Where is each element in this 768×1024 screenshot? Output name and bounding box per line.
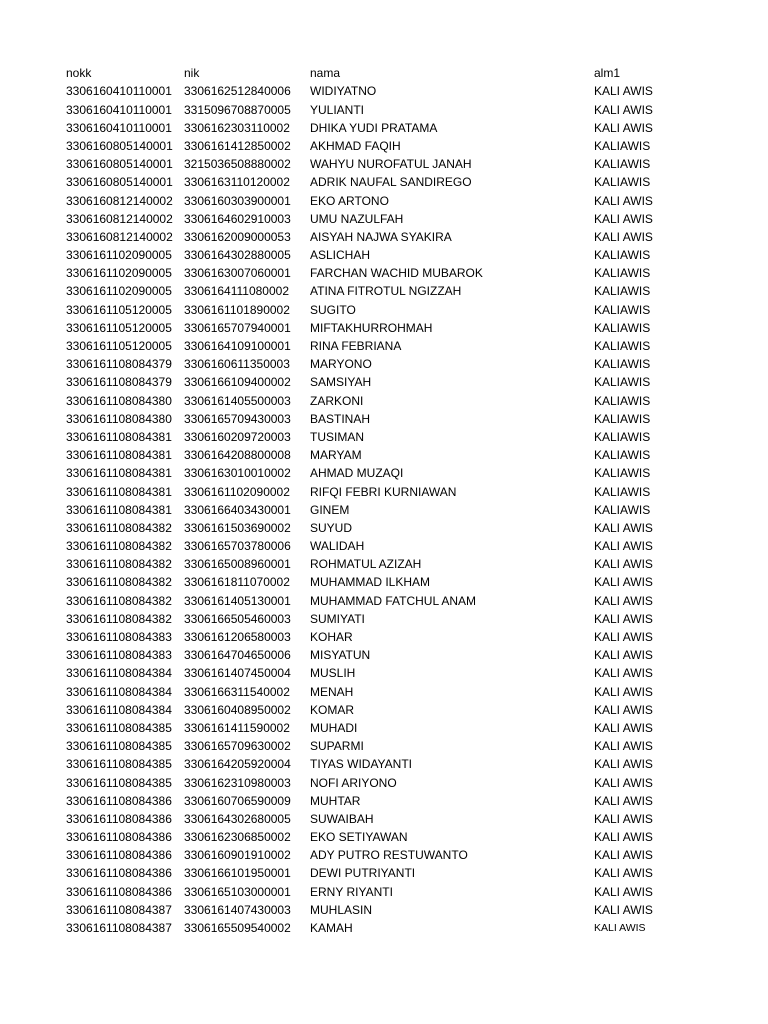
cell-nama: YULIANTI [310,102,365,117]
cell-nokk: 3306161108084383 [66,648,172,663]
table-row [66,82,706,100]
cell-nokk: 3306161108084382 [66,575,172,590]
cell-nama: ATINA FITROTUL NGIZZAH [310,284,462,299]
cell-nik: 3306164205920004 [184,757,291,772]
table-row [66,592,706,610]
cell-nokk: 3306161108084385 [66,720,172,735]
cell-nama: TIYAS WIDAYANTI [310,757,413,772]
cell-nik: 3306165707940001 [184,320,291,335]
cell-alm1: KALI AWIS [594,720,653,735]
cell-nokk: 3306160805140001 [66,175,173,190]
cell-nik: 3306161811070002 [184,575,290,590]
cell-nama: RINA FEBRIANA [310,339,402,354]
table-row [66,810,706,828]
cell-nokk: 3306161108084384 [66,666,172,681]
cell-alm1: KALI AWIS [594,866,653,881]
cell-nokk: 3306161108084383 [66,630,172,645]
table-row [66,355,706,373]
cell-nik: 3306161405130001 [184,593,291,608]
cell-alm1: KALI AWIS [594,630,653,645]
cell-alm1: KALIAWIS [594,138,651,153]
column-header-nokk: nokk [66,66,92,80]
cell-nokk: 3306161108084387 [66,902,172,917]
cell-nokk: 3306161108084381 [66,466,172,481]
cell-nokk: 3306160812140002 [66,193,173,208]
cell-nama: MUSLIH [310,666,356,681]
cell-nokk: 3306161108084382 [66,520,172,535]
cell-nokk: 3306161108084382 [66,557,172,572]
table-row [66,737,706,755]
table-row [66,101,706,119]
cell-nama: TUSIMAN [310,429,364,444]
cell-nama: WAHYU NUROFATUL JANAH [310,157,472,172]
cell-alm1: KALI AWIS [594,557,653,572]
cell-nik: 3306160901910002 [184,848,291,863]
table-row [66,210,706,228]
cell-nik: 3306161407430003 [184,902,291,917]
cell-alm1: KALIAWIS [594,320,651,335]
cell-nama: MARYONO [310,357,372,372]
cell-nokk: 3306161105120005 [66,302,172,317]
table-body [66,82,706,937]
cell-alm1: KALI AWIS [594,666,653,681]
cell-nama: WALIDAH [310,539,365,554]
table-row [66,246,706,264]
cell-nik: 3306163110120002 [184,175,290,190]
cell-nama: KOHAR [310,630,353,645]
table-row [66,828,706,846]
cell-nik: 3306164111080002 [184,284,289,299]
cell-nokk: 3306161108084381 [66,448,172,463]
cell-nik: 3306166101950001 [184,866,291,881]
cell-alm1: KALI AWIS [594,611,653,626]
cell-alm1: KALI AWIS [594,211,653,226]
cell-nik: 3306165008960001 [184,557,291,572]
cell-nama: SUPARMI [310,739,364,754]
cell-nik: 3306160408950002 [184,702,291,717]
cell-nama: SUYUD [310,520,353,535]
cell-nokk: 3306160805140001 [66,157,173,172]
table-row [66,192,706,210]
cell-nokk: 3306161108084386 [66,884,172,899]
table-row [66,792,706,810]
cell-alm1: KALI AWIS [594,775,653,790]
cell-nik: 3306165709430003 [184,411,291,426]
cell-nik: 3306164109100001 [184,339,291,354]
table-row [66,264,706,282]
cell-nik: 3306164208800008 [184,448,291,463]
cell-alm1: KALI AWIS [594,193,653,208]
table-row [66,683,706,701]
cell-nik: 3306166403430001 [184,502,291,517]
cell-nik: 3306164602910003 [184,211,291,226]
cell-alm1: KALI AWIS [594,848,653,863]
cell-alm1: KALIAWIS [594,375,651,390]
cell-nik: 3306164302880005 [184,248,291,263]
cell-alm1: KALIAWIS [594,448,651,463]
cell-nokk: 3306161108084379 [66,357,172,372]
cell-nama: NOFI ARIYONO [310,775,397,790]
cell-nama: MUHTAR [310,793,361,808]
cell-nama: ADY PUTRO RESTUWANTO [310,848,468,863]
cell-nik: 3306166505460003 [184,611,291,626]
cell-nama: ADRIK NAUFAL SANDIREGO [310,175,472,190]
cell-nama: SUWAIBAH [310,811,374,826]
cell-nik: 3306161102090002 [184,484,290,499]
cell-nama: DEWI PUTRIYANTI [310,866,416,881]
cell-alm1: KALIAWIS [594,175,651,190]
table-row [66,428,706,446]
cell-nokk: 3306161108084382 [66,611,172,626]
cell-alm1: KALIAWIS [594,393,651,408]
cell-nik: 3306161206580003 [184,630,291,645]
table-row [66,464,706,482]
cell-alm1: KALI AWIS [594,793,653,808]
table-row [66,610,706,628]
cell-nik: 3306165703780006 [184,539,291,554]
cell-alm1: KALI AWIS [594,757,653,772]
cell-nokk: 3306161108084381 [66,484,172,499]
cell-nama: SUMIYATI [310,611,365,626]
column-header-nama: nama [310,66,341,80]
cell-alm1: KALIAWIS [594,339,651,354]
cell-alm1: KALIAWIS [594,248,651,263]
cell-nokk: 3306161108084384 [66,702,172,717]
cell-nama: KOMAR [310,702,355,717]
table-row [66,573,706,591]
table-row [66,373,706,391]
table-row [66,319,706,337]
cell-nik: 3306163010010002 [184,466,291,481]
cell-nama: KAMAH [310,921,353,936]
cell-nama: GINEM [310,502,350,517]
cell-nokk: 3306161102090005 [66,266,172,281]
cell-nik: 3306160303900001 [184,193,291,208]
cell-alm1: KALIAWIS [594,484,651,499]
cell-alm1: KALI AWIS [594,811,653,826]
cell-alm1: KALIAWIS [594,466,651,481]
cell-nokk: 3306161108084379 [66,375,172,390]
cell-nik: 3306160706590009 [184,793,291,808]
table-row [66,755,706,773]
cell-nama: SAMSIYAH [310,375,372,390]
cell-nama: WIDIYATNO [310,84,377,99]
cell-nik: 3306161101890002 [184,302,290,317]
table-row [66,337,706,355]
header-row [66,64,706,82]
cell-nama: DHIKA YUDI PRATAMA [310,120,438,135]
table-row [66,173,706,191]
cell-alm1: KALI AWIS [594,922,646,935]
table-row [66,628,706,646]
column-header-alm1: alm1 [594,66,621,80]
cell-nokk: 3306161108084385 [66,739,172,754]
cell-nokk: 3306161108084386 [66,848,172,863]
table-row [66,646,706,664]
cell-nokk: 3306160812140002 [66,211,173,226]
cell-nokk: 3306161108084386 [66,793,172,808]
cell-nokk: 3306161108084387 [66,921,172,936]
cell-nik: 3306161503690002 [184,520,291,535]
table-row [66,701,706,719]
cell-nokk: 3306161108084382 [66,593,172,608]
cell-nokk: 3306161108084381 [66,502,172,517]
cell-nama: ROHMATUL AZIZAH [310,557,422,572]
table-row [66,155,706,173]
cell-nokk: 3306161105120005 [66,320,172,335]
cell-nama: MIFTAKHURROHMAH [310,320,433,335]
cell-nik: 3306162310980003 [184,775,291,790]
cell-alm1: KALI AWIS [594,702,653,717]
cell-nik: 3306162512840006 [184,84,291,99]
cell-nama: MISYATUN [310,648,371,663]
cell-nik: 3306161407450004 [184,666,291,681]
table-row [66,410,706,428]
cell-nokk: 3306161108084386 [66,811,172,826]
cell-nama: ASLICHAH [310,248,371,263]
cell-alm1: KALI AWIS [594,102,653,117]
cell-nik: 3306165709630002 [184,739,291,754]
cell-nik: 3306161411590002 [184,720,290,735]
cell-nik: 3306161412850002 [184,138,291,153]
data-table [66,64,706,937]
table-row [66,774,706,792]
cell-alm1: KALI AWIS [594,84,653,99]
cell-alm1: KALI AWIS [594,884,653,899]
cell-nokk: 3306160805140001 [66,138,173,153]
cell-nik: 3306166109400002 [184,375,291,390]
cell-nama: ZARKONI [310,393,364,408]
table-row [66,555,706,573]
cell-alm1: KALI AWIS [594,539,653,554]
cell-alm1: KALIAWIS [594,302,651,317]
table-row [66,719,706,737]
table-row [66,919,706,937]
cell-nama: MUHLASIN [310,902,373,917]
cell-nokk: 3306161108084380 [66,411,172,426]
cell-nama: EKO SETIYAWAN [310,830,408,845]
cell-nama: BASTINAH [310,411,371,426]
cell-alm1: KALI AWIS [594,648,653,663]
cell-nokk: 3306160410110001 [66,84,172,99]
cell-nokk: 3306161108084380 [66,393,172,408]
cell-nokk: 3306161108084386 [66,830,172,845]
cell-alm1: KALI AWIS [594,229,653,244]
cell-nokk: 3306161102090005 [66,248,172,263]
cell-nokk: 3306160410110001 [66,102,172,117]
table-row [66,883,706,901]
cell-nik: 3306164302680005 [184,811,291,826]
cell-alm1: KALI AWIS [594,120,653,135]
table-row [66,864,706,882]
cell-nokk: 3306161105120005 [66,339,172,354]
cell-alm1: KALI AWIS [594,739,653,754]
cell-nama: MUHAMMAD FATCHUL ANAM [310,593,477,608]
cell-nama: AKHMAD FAQIH [310,138,401,153]
table-row [66,664,706,682]
cell-alm1: KALIAWIS [594,502,651,517]
cell-alm1: KALIAWIS [594,429,651,444]
table-row [66,483,706,501]
cell-nama: ERNY RIYANTI [310,884,393,899]
cell-alm1: KALI AWIS [594,593,653,608]
table-row [66,119,706,137]
table-row [66,282,706,300]
table-row [66,501,706,519]
cell-nama: RIFQI FEBRI KURNIAWAN [310,484,457,499]
table-row [66,301,706,319]
table-row [66,846,706,864]
cell-nik: 3306162303110002 [184,120,290,135]
cell-nik: 3306164704650006 [184,648,291,663]
cell-nokk: 3306161108084382 [66,539,172,554]
cell-nik: 3306162306850002 [184,830,291,845]
cell-nama: MUHADI [310,720,358,735]
cell-nik: 3306162009000053 [184,229,291,244]
cell-nama: EKO ARTONO [310,193,389,208]
cell-nik: 3306161405500003 [184,393,291,408]
cell-nik: 3306160611350003 [184,357,290,372]
column-header-nik: nik [184,66,200,80]
cell-alm1: KALI AWIS [594,684,653,699]
cell-nama: UMU NAZULFAH [310,211,404,226]
table-row [66,392,706,410]
cell-nama: MARYAM [310,448,362,463]
cell-nama: FARCHAN WACHID MUBAROK [310,266,483,281]
cell-nokk: 3306161108084386 [66,866,172,881]
cell-nokk: 3306161108084384 [66,684,172,699]
cell-nokk: 3306160410110001 [66,120,172,135]
table-row [66,519,706,537]
cell-nokk: 3306161108084381 [66,429,172,444]
cell-nik: 3306163007060001 [184,266,291,281]
table-row [66,228,706,246]
cell-alm1: KALIAWIS [594,284,651,299]
cell-alm1: KALIAWIS [594,411,651,426]
cell-nik: 3306165103000001 [184,884,291,899]
cell-nama: MUHAMMAD ILKHAM [310,575,431,590]
cell-nokk: 3306161102090005 [66,284,172,299]
cell-alm1: KALIAWIS [594,157,651,172]
cell-alm1: KALI AWIS [594,830,653,845]
cell-alm1: KALI AWIS [594,575,653,590]
cell-nama: AISYAH NAJWA SYAKIRA [310,229,452,244]
cell-nik: 3306166311540002 [184,684,290,699]
cell-nik: 3215036508880002 [184,157,291,172]
cell-nik: 3306160209720003 [184,429,291,444]
cell-nama: AHMAD MUZAQI [310,466,404,481]
cell-alm1: KALI AWIS [594,902,653,917]
cell-nik: 3306165509540002 [184,921,291,936]
cell-nokk: 3306161108084385 [66,775,172,790]
cell-nama: SUGITO [310,302,356,317]
table-row [66,137,706,155]
cell-nokk: 3306160812140002 [66,229,173,244]
cell-alm1: KALI AWIS [594,520,653,535]
table-row [66,901,706,919]
cell-alm1: KALIAWIS [594,357,651,372]
cell-nama: MENAH [310,684,354,699]
cell-nik: 3315096708870005 [184,102,291,117]
cell-alm1: KALIAWIS [594,266,651,281]
table-row [66,446,706,464]
cell-nokk: 3306161108084385 [66,757,172,772]
table-row [66,537,706,555]
